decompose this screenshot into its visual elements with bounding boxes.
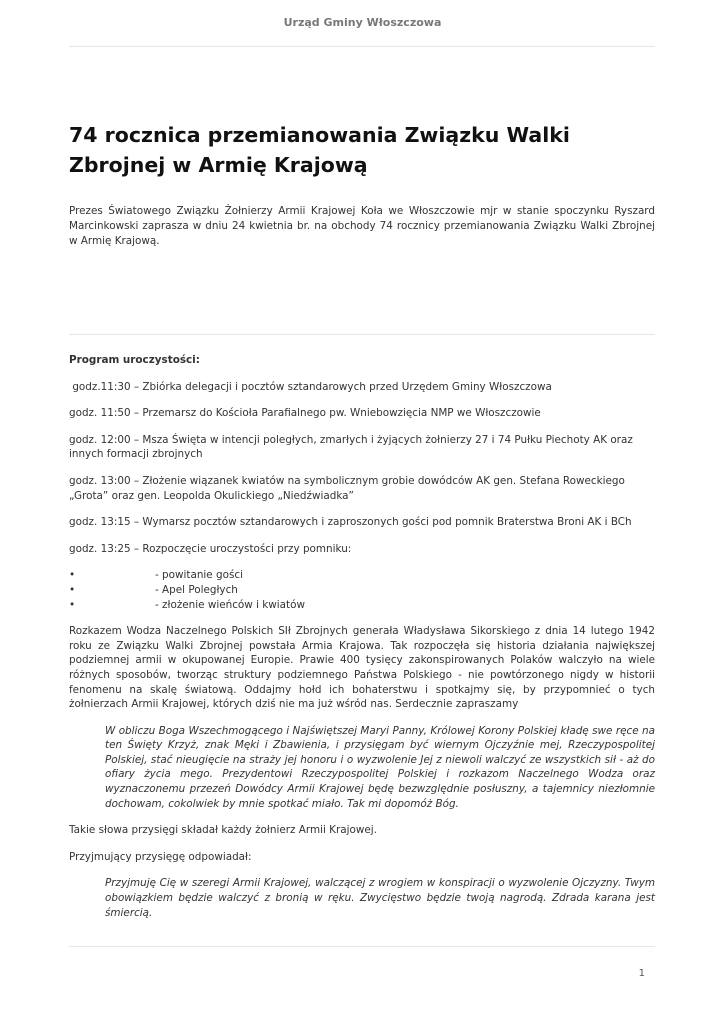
- program-entry: godz. 13:00 – Złożenie wiązanek kwiatów na symbolicznym grobie dowódców AK gen. Stefana Roweckiego „Grota” oraz gen. Leopolda Okulickiego „Niedźwiadka”: [69, 474, 625, 502]
- program-entry: godz. 12:00 – Msza Święta w intencji poległych, zmarłych i żyjących żołnierzy 27 i 74 Pułku Piechoty AK oraz innych formacji zbrojnych: [69, 433, 633, 461]
- page-number: 1: [638, 968, 645, 979]
- history-paragraph: Rozkazem Wodza Naczelnego Polskich SIł Zbrojnych generała Władysława Sikorskiego z dnia 14 lutego 1942 roku ze Związku Walki Zbrojnej powstała Armia Krajowa. Tak rozpoczęła się historia działania największej podziemnej armii w okupowanej Europie. Prawie 400 tysięcy zakonspirowanych Polaków walczyło na wiele różnych sposobów, tworząc struktury podziemnego Państwa Polskiego - nie powtórzonego nigdy w historii fenomenu na skalę światową. Oddajmy hołd ich bohaterstwu i spotkajmy się, by przypomnieć o tych żołnierzach Armii Krajowej, których dziś nie ma już wśród nas. Serdecznie zapraszamy: [69, 625, 655, 711]
- response-intro: Przyjmujący przysięgę odpowiadał:: [69, 850, 252, 863]
- list-item: • - złożenie wieńców i kwiatów: [69, 598, 655, 613]
- article-title: 74 rocznica przemianowania Związku Walki Zbrojnej w Armię Krajową: [69, 123, 570, 177]
- program-entry: godz. 11:50 – Przemarsz do Kościoła Parafialnego pw. Wniebowzięcia NMP we Włoszczowie: [69, 407, 541, 420]
- ceremony-list: [69, 568, 655, 612]
- program-entry: godz.11:30 – Zbiórka delegacji i pocztów sztandarowych przed Urzędem Gminy Włoszczowa: [69, 380, 552, 393]
- footer-divider: [69, 946, 655, 947]
- list-item: • - Apel Poległych: [69, 583, 655, 598]
- list-item: • - powitanie gości: [69, 568, 655, 583]
- site-header: Urząd Gminy Włoszczowa: [283, 16, 442, 29]
- intro-divider: [69, 334, 655, 335]
- program-entry: godz. 13:15 – Wymarsz pocztów sztandarowych i zaproszonych gości pod pomnik Braterstwa Broni AK i BCh: [69, 516, 632, 529]
- oath-note: Takie słowa przysięgi składał każdy żołnierz Armii Krajowej.: [69, 824, 377, 837]
- program-entry: godz. 13:25 – Rozpoczęcie uroczystości przy pomniku:: [69, 542, 352, 555]
- article-intro: Prezes Światowego Związku Żołnierzy Armii Krajowej Koła we Włoszczowie mjr w stanie spoczynku Ryszard Marcinkowski zaprasza w dniu 24 kwietnia br. na obchody 74 rocznicy przemianowania Związku Walki Zbrojnej w Armię Krajową.: [69, 205, 655, 247]
- oath-quote: W obliczu Boga Wszechmogącego i Najświętszej Maryi Panny, Królowej Korony Polskiej kładę swe ręce na ten Święty Krzyż, znak Męki i Zbawienia, i przysięgam być wiernym Ojczyźnie mej, Rzeczypospolitej Polskiej, stać nieugięcie na straży jej honoru i o wyzwolenie Jej z niewoli walczyć ze wszystkich sił - aż do ofiary życia mego. Prezydentowi Rzeczypospolitej Polskiej i rozkazom Naczelnego Wodza oraz wyznaczonemu przezeń Dowódcy Armii Krajowej będę bezwzględnie posłuszny, a tajemnicy niezłomnie dochowam, cokolwiek by mnie spotkać miało. Tak mi dopomóż Bóg.: [105, 724, 655, 810]
- response-quote: Przyjmuję Cię w szeregi Armii Krajowej, walczącej z wrogiem w konspiracji o wyzwolenie Ojczyzny. Twym obowiązkiem będzie walczyć z bronią w ręku. Zwycięstwo będzie twoją nagrodą. Zdrada karana jest śmiercią.: [105, 877, 655, 919]
- program-heading: Program uroczystości:: [69, 354, 200, 366]
- article-body: [69, 353, 655, 932]
- header-divider: [69, 46, 655, 47]
